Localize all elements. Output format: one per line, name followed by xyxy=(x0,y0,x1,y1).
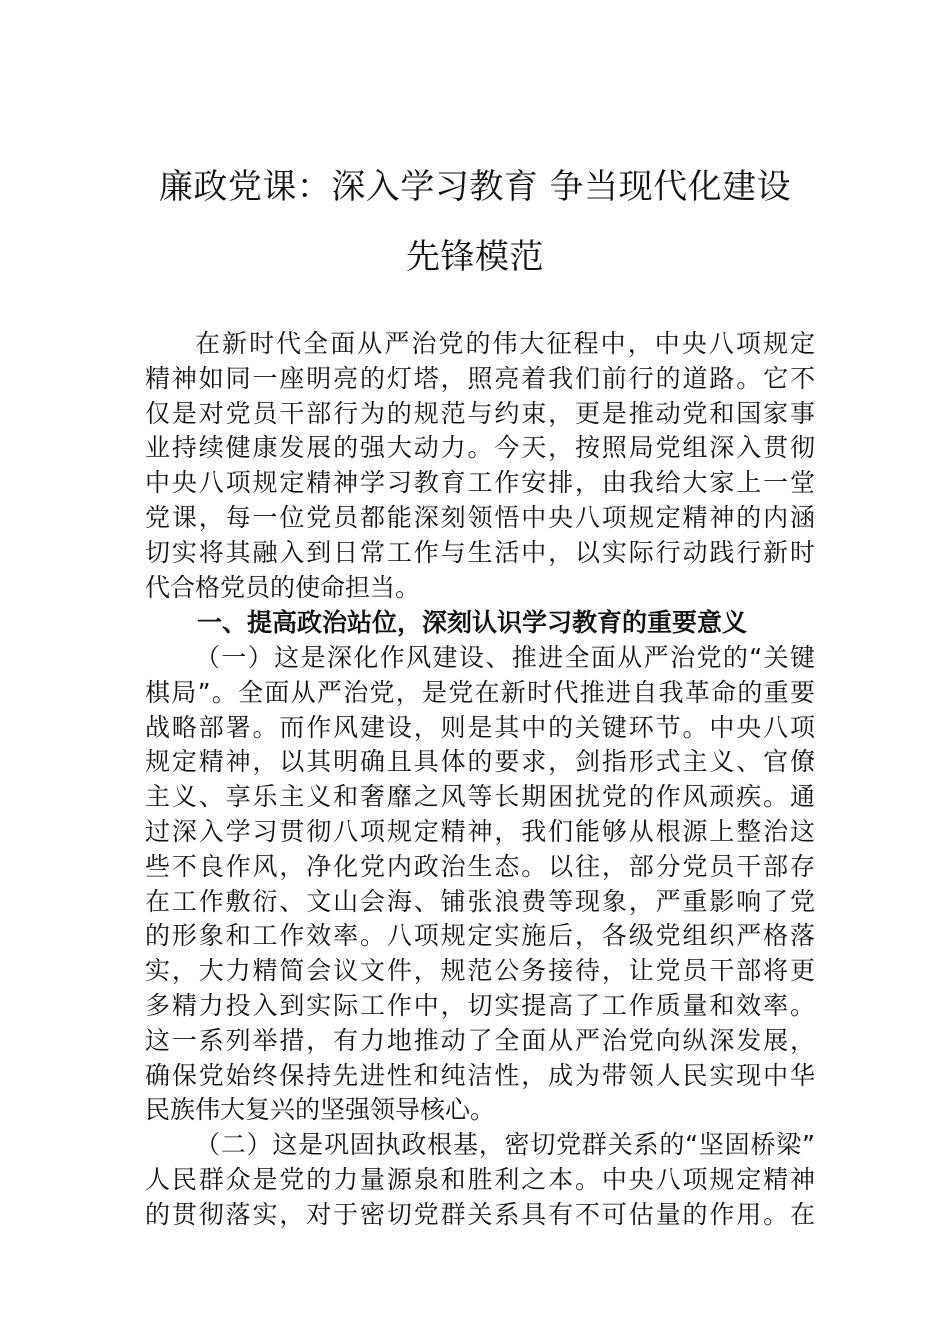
section-heading: 一、提高政治站位，深刻认识学习教育的重要意义 xyxy=(197,608,748,637)
paragraph-line: 切实将其融入到日常工作与生活中，以实际行动践行新时 xyxy=(145,537,815,567)
section-heading-block xyxy=(145,606,815,641)
paragraph-line: 这一系列举措，有力地推动了全面从严治党向纵深发展， xyxy=(145,1025,815,1055)
paragraph-line: 些不良作风，净化党内政治生态。以往，部分党员干部存 xyxy=(145,851,815,881)
paragraph-line: 民族伟大复兴的坚强领导核心。 xyxy=(145,1095,496,1125)
paragraph-line: 精神如同一座明亮的灯塔，照亮着我们前行的道路。它不 xyxy=(145,363,815,393)
paragraph-line: 党课，每一位党员都能深刻领悟中央八项规定精神的内涵 xyxy=(145,502,815,532)
paragraph-line: 确保党始终保持先进性和纯洁性，成为带领人民实现中华 xyxy=(145,1060,815,1090)
paragraph-line: 实，大力精简会议文件，规范公务接待，让党员干部将更 xyxy=(145,956,815,986)
paragraph-intro xyxy=(145,327,815,605)
paragraph-line: （一）这是深化作风建设、推进全面从严治党的“关键 xyxy=(195,643,815,672)
paragraph-line: 业持续健康发展的强大动力。今天，按照局党组深入贯彻 xyxy=(145,433,815,463)
paragraph-line: 代合格党员的使命担当。 xyxy=(145,572,421,602)
paragraph-section-2 xyxy=(145,1128,815,1232)
paragraph-line: （二）这是巩固执政根基，密切党群关系的“坚固桥梁” xyxy=(195,1130,815,1159)
paragraph-line: 在新时代全面从严治党的伟大征程中，中央八项规定 xyxy=(195,329,815,358)
paragraph-line: 仅是对党员干部行为的规范与约束，更是推动党和国家事 xyxy=(145,398,815,428)
document-title-continued: 先锋模范 xyxy=(406,237,544,277)
paragraph-line: 主义、享乐主义和奢靡之风等长期困扰党的作风顽疾。通 xyxy=(145,782,815,812)
paragraph-line: 人民群众是党的力量源泉和胜利之本。中央八项规定精神 xyxy=(145,1164,815,1194)
paragraph-line: 多精力投入到实际工作中，切实提高了工作质量和效率。 xyxy=(145,990,815,1020)
paragraph-section-1 xyxy=(145,641,815,1128)
paragraph-line: 在工作敷衍、文山会海、铺张浪费等现象，严重影响了党 xyxy=(145,886,815,916)
paragraph-line: 棋局”。全面从严治党，是党在新时代推进自我革命的重要 xyxy=(145,677,815,707)
paragraph-line: 的贯彻落实，对于密切党群关系具有不可估量的作用。在 xyxy=(145,1199,815,1229)
paragraph-line: 的形象和工作效率。八项规定实施后，各级党组织严格落 xyxy=(145,921,815,951)
paragraph-line: 中央八项规定精神学习教育工作安排，由我给大家上一堂 xyxy=(145,468,815,498)
paragraph-line: 战略部署。而作风建设，则是其中的关键环节。中央八项 xyxy=(145,712,815,742)
document-title: 廉政党课：深入学习教育 争当现代化建设 xyxy=(158,167,792,207)
paragraph-line: 过深入学习贯彻八项规定精神，我们能够从根源上整治这 xyxy=(145,816,815,846)
paragraph-line: 规定精神，以其明确且具体的要求，剑指形式主义、官僚 xyxy=(145,747,815,777)
